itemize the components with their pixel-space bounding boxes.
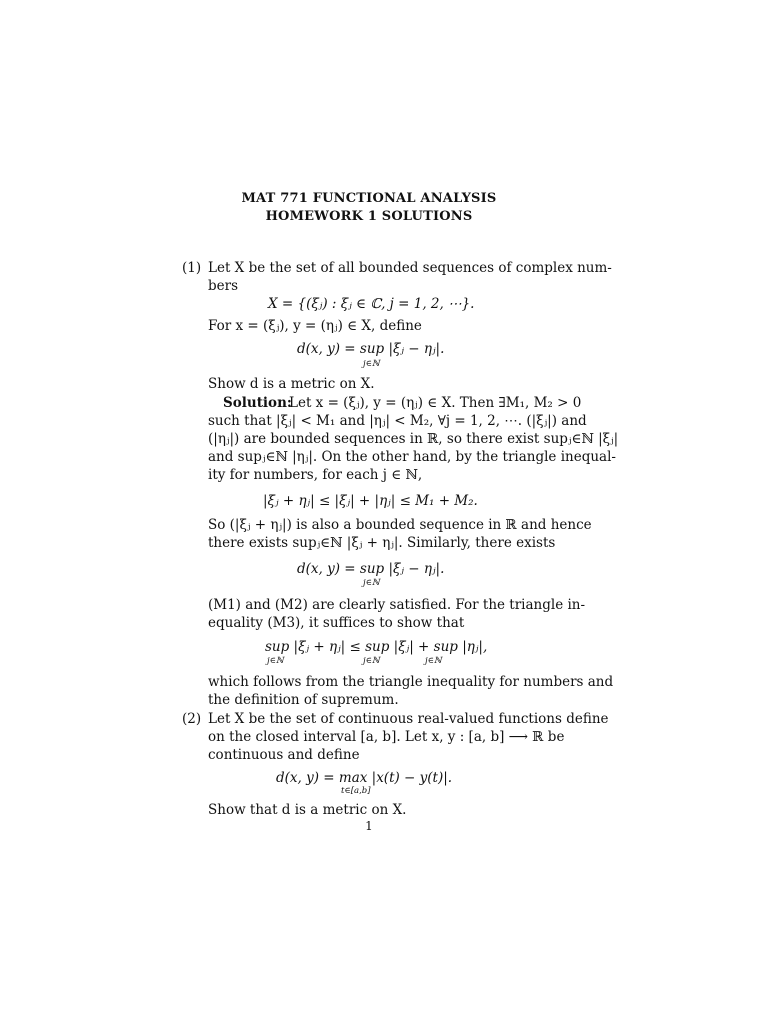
equation-set-x: X = {(ξⱼ) : ξⱼ ∈ ℂ, j = 1, 2, ⋯}.	[268, 296, 475, 312]
solution-line-2: such that |ξⱼ| < M₁ and |ηⱼ| < M₂, ∀j = 1, 2, ⋯. (|ξⱼ|) and	[208, 413, 587, 429]
paper-subtitle: HOMEWORK 1 SOLUTIONS	[265, 209, 473, 224]
solution-line-1: Let x = (ξⱼ), y = (ηⱼ) ∈ X. Then ∃M₁, M₂ > 0	[289, 395, 582, 411]
solution-line-11: the definition of supremum.	[208, 692, 399, 708]
paper-title: MAT 771 FUNCTIONAL ANALYSIS	[241, 191, 497, 206]
equation-metric-d-subscript: j∈ℕ	[363, 359, 380, 369]
equation-max-metric-subscript: t∈[a,b]	[341, 786, 371, 796]
solution-label-text: Solution:	[223, 395, 292, 411]
equation-metric-d-repeat-subscript: j∈ℕ	[363, 578, 380, 588]
page-number: 1	[365, 819, 373, 833]
equation-metric-d: d(x, y) = sup |ξⱼ − ηⱼ|.	[297, 341, 445, 357]
problem-2-line-1: Let X be the set of continuous real-valued functions define	[208, 711, 609, 727]
problem-2-number: (2)	[182, 711, 202, 727]
solution-line-10: which follows from the triangle inequality for numbers and	[208, 674, 614, 690]
solution-line-6: So (|ξⱼ + ηⱼ|) is also a bounded sequence in ℝ and hence	[208, 517, 592, 533]
problem-2-line-4: Show that d is a metric on X.	[208, 802, 407, 818]
equation-sup-subscript-1: j∈ℕ	[267, 656, 284, 666]
solution-line-9: equality (M3), it suffices to show that	[208, 615, 465, 631]
problem-2-line-2: on the closed interval [a, b]. Let x, y : [a, b] ⟶ ℝ be	[208, 729, 565, 745]
equation-metric-d-repeat: d(x, y) = sup |ξⱼ − ηⱼ|.	[297, 561, 445, 577]
equation-sup-inequality: sup |ξⱼ + ηⱼ| ≤ sup |ξⱼ| + sup |ηⱼ|,	[265, 639, 488, 655]
equation-max-metric: d(x, y) = max |x(t) − y(t)|.	[276, 770, 453, 786]
solution-line-5: ity for numbers, for each j ∈ ℕ,	[208, 467, 423, 483]
equation-sup-subscript-3: j∈ℕ	[425, 656, 442, 666]
problem-1-line-2: bers	[208, 278, 239, 294]
problem-1-line-1: Let X be the set of all bounded sequences of complex num-	[208, 260, 612, 276]
equation-triangle-bound: |ξⱼ + ηⱼ| ≤ |ξⱼ| + |ηⱼ| ≤ M₁ + M₂.	[263, 493, 478, 509]
solution-line-4: and supⱼ∈ℕ |ηⱼ|. On the other hand, by the triangle inequal-	[208, 449, 616, 465]
solution-label	[223, 394, 292, 412]
problem-1-number: (1)	[182, 260, 202, 276]
problem-1-line-3: For x = (ξⱼ), y = (ηⱼ) ∈ X, define	[208, 318, 422, 334]
problem-2-line-3: continuous and define	[208, 747, 360, 763]
solution-line-8: (M1) and (M2) are clearly satisfied. For the triangle in-	[208, 597, 586, 613]
solution-line-7: there exists supⱼ∈ℕ |ξⱼ + ηⱼ|. Similarly, there exists	[208, 535, 556, 551]
equation-sup-subscript-2: j∈ℕ	[363, 656, 380, 666]
problem-1-line-4: Show d is a metric on X.	[208, 376, 375, 392]
solution-line-3: (|ηⱼ|) are bounded sequences in ℝ, so there exist supⱼ∈ℕ |ξⱼ|	[208, 431, 619, 447]
